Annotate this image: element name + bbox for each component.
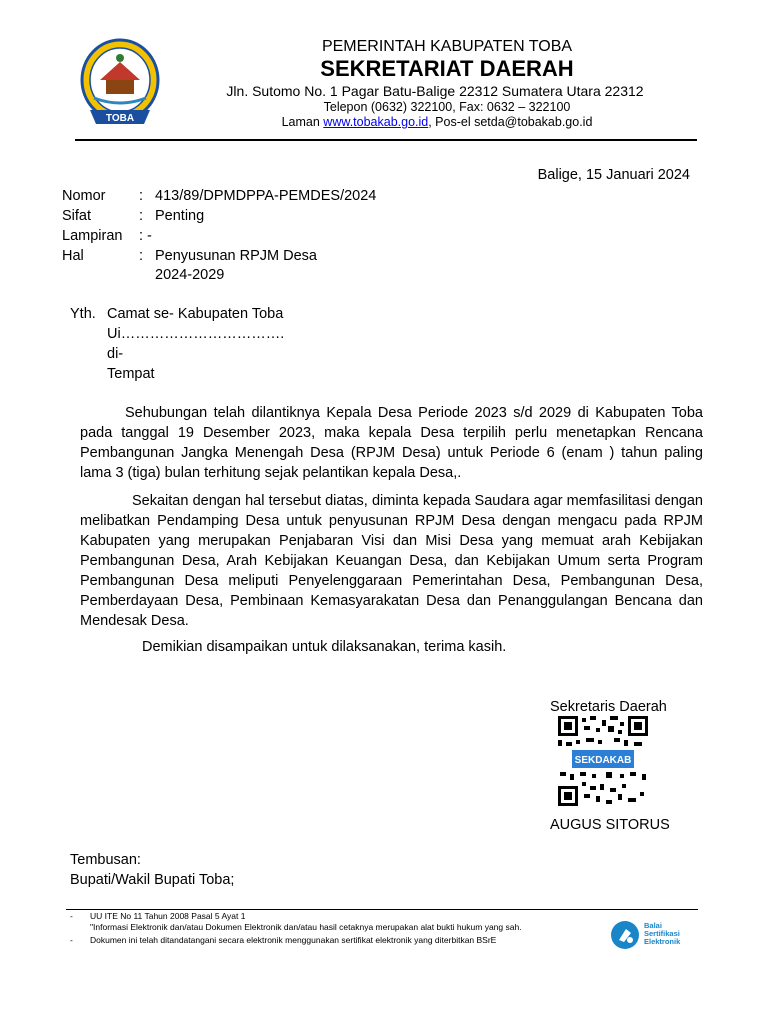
svg-text:TOBA: TOBA <box>105 113 135 124</box>
footnote-law-quote: "Informasi Elektronik dan/atau Dokumen Elektronik dan/atau hasil cetaknya merupakan alat bukti hukum yang sah. <box>90 922 522 932</box>
closing-sentence: Demikian disampaikan untuk dilaksanakan, terima kasih. <box>142 639 507 655</box>
meta-value-hal: Penyusunan RPJM Desa <box>155 248 317 264</box>
meta-label-sifat: Sifat <box>62 208 92 224</box>
footnote-law: UU ITE No 11 Tahun 2008 Pasal 5 Ayat 1 <box>90 911 246 921</box>
meta-value-sifat: Penting <box>155 208 205 224</box>
meta-sep-sifat: : <box>139 208 144 224</box>
cc-item: Bupati/Wakil Bupati Toba; <box>70 872 235 888</box>
signatory-name: AUGUS SITORUS <box>550 817 670 833</box>
bsre-line-2: Sertifikasi <box>644 929 680 938</box>
recipient-yth: Yth. <box>70 306 96 322</box>
meta-sep-hal: : <box>139 248 144 264</box>
office-address: Jln. Sutomo No. 1 Pagar Batu-Balige 22312 Sumatera Utara 22312 <box>226 83 644 99</box>
meta-label-hal: Hal <box>62 248 84 264</box>
qr-label: SEKDAKAB <box>574 755 632 766</box>
recipient-place: Tempat <box>107 366 155 382</box>
footnote-bullet-2: - <box>70 935 73 945</box>
body-paragraph-2: Sekaitan dengan hal tersebut diatas, diminta kepada Saudara agar memfasilitasi dengan melibatkan Pendamping Desa untuk penyusunan RPJM Desa dengan mengacu pada RPJM Kabupaten yang merupakan Penjabaran Visi dan Misi Desa yang memuat arah Kebijakan Pembangunan Desa, Arah Kebijakan Keuangan Desa, dan Kebijakan Umum serta Program Pembangunan Desa meliputi Penyelenggaraan Pemerintahan Desa, Pembangunan Desa, Pemberdayaan Desa, Pembinaan Kemasyarakatan Desa dan Penanggulangan Bencana dan Mendesak Desa. <box>80 493 703 629</box>
signatory-title: Sekretaris Daerah <box>550 699 667 715</box>
meta-sep-nomor: : <box>139 188 144 204</box>
header-divider <box>75 139 697 141</box>
footnote-esign: Dokumen ini telah ditandatangani secara elektronik menggunakan sertifikat elektronik yang diterbitkan BSrE <box>90 935 497 945</box>
body-paragraph-1: Sehubungan telah dilantiknya Kepala Desa Periode 2023 s/d 2029 di Kabupaten Toba pada tanggal 19 Desember 2023, maka kepala Desa terpilih perlu menetapkan Rencana Pembangunan Jangka Menengah Desa (RPJM Desa) untuk Periode 6 (enam ) tahun paling lama 3 (tiga) bulan terhitung sejak pelantikan kepala Desa,. <box>80 405 703 481</box>
signature-qr-code <box>558 716 648 806</box>
recipient-ui: Ui……………………………. <box>107 326 285 342</box>
office-name: SEKRETARIAT DAERAH <box>320 56 574 81</box>
cc-title: Tembusan: <box>70 852 141 868</box>
meta-label-nomor: Nomor <box>62 188 106 204</box>
recipient-name: Camat se- Kabupaten Toba <box>107 306 284 322</box>
meta-label-lampiran: Lampiran <box>62 228 123 244</box>
recipient-di: di- <box>107 346 124 362</box>
bsre-logo <box>610 918 690 954</box>
meta-sep-lampiran: : - <box>139 228 152 244</box>
toba-regency-logo <box>80 36 160 132</box>
website-label: Laman <box>281 115 320 129</box>
email-text: , Pos-el setda@tobakab.go.id <box>428 115 593 129</box>
meta-value-hal-line2: 2024-2029 <box>155 267 225 283</box>
meta-value-nomor: 413/89/DPMDPPA-PEMDES/2024 <box>155 188 377 204</box>
office-phone: Telepon (0632) 322100, Fax: 0632 – 322100 <box>323 100 571 114</box>
website-link[interactable]: www.tobakab.go.id <box>323 115 429 129</box>
footnote-bullet-1: - <box>70 911 73 921</box>
letter-date: Balige, 15 Januari 2024 <box>537 167 690 183</box>
bsre-line-1: Balai <box>644 921 662 930</box>
bsre-line-3: Elektronik <box>644 937 681 946</box>
office-contact <box>200 115 674 129</box>
bsre-emblem-icon <box>610 920 640 950</box>
government-name: PEMERINTAH KABUPATEN TOBA <box>321 38 573 55</box>
footer-divider <box>66 909 698 910</box>
